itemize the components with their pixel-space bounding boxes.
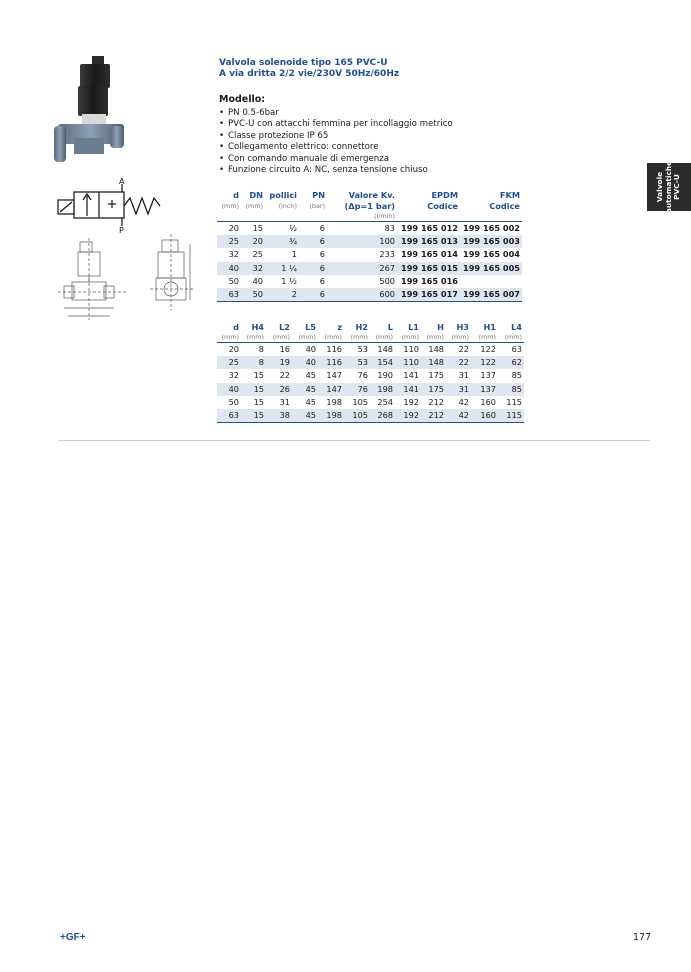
table-cell: 137: [471, 383, 498, 396]
table-cell: 25: [217, 356, 241, 369]
table-cell: 31: [458, 370, 469, 381]
col-unit: (mm): [324, 333, 342, 341]
feature-item: • Collegamento elettrico: connettore: [219, 142, 453, 153]
col-header: L2: [279, 322, 290, 332]
table-cell: 32: [241, 262, 265, 275]
table-cell: 50: [228, 396, 239, 407]
col-header: pollici: [269, 190, 297, 200]
table-cell: 160: [480, 396, 496, 407]
table-cell: 31: [279, 396, 290, 407]
col-unit: (inch): [278, 202, 297, 210]
table-row: [217, 396, 524, 409]
table-cell: 31: [446, 383, 471, 396]
table-cell: 6: [319, 249, 325, 260]
table-cell: 20: [217, 222, 241, 236]
table-cell: [460, 275, 522, 288]
table-cell: 40: [292, 356, 318, 369]
table-cell: 500: [379, 275, 395, 286]
table-cell: 8: [241, 356, 266, 369]
table-cell: 6: [319, 275, 325, 286]
table-cell: 105: [352, 396, 368, 407]
table-cell: 15: [253, 370, 264, 381]
side-tab-line1: Valvole: [655, 171, 665, 203]
table-cell: 63: [217, 409, 241, 423]
table-cell: 198: [370, 383, 395, 396]
col-header: L5: [305, 322, 316, 332]
schematic-label-a: A: [119, 177, 125, 186]
valve-schematic-symbol: [56, 176, 171, 234]
col-unit: (mm): [426, 333, 444, 341]
table-cell: 1: [291, 249, 297, 260]
table-row: [217, 383, 524, 396]
table-cell: 100: [327, 235, 397, 248]
col-header: d: [233, 322, 239, 332]
technical-drawing-front: [58, 238, 130, 326]
table-cell: 6: [299, 262, 327, 275]
col-header: d: [233, 190, 239, 200]
feature-item: • Con comando manuale di emergenza: [219, 154, 453, 165]
col-unit: (bar): [309, 202, 325, 210]
col-header: H4: [251, 322, 264, 332]
table-cell: 267: [327, 262, 397, 275]
feature-item: • Classe protezione IP 65: [219, 131, 453, 142]
col-header: H1: [483, 322, 496, 332]
codes-table: [217, 190, 522, 302]
product-photo: [52, 52, 130, 167]
table-cell: 199 165 003: [460, 235, 522, 248]
table-cell: 25: [252, 249, 263, 260]
table-cell: 148: [370, 343, 395, 357]
table-cell: 175: [428, 370, 444, 381]
table-cell: 212: [421, 409, 446, 423]
col-unit: (mm): [401, 333, 419, 341]
col-header: EPDM: [431, 190, 458, 200]
table-cell: 212: [428, 396, 444, 407]
table-cell: 76: [344, 383, 370, 396]
side-tab-line3: PVC-U: [672, 174, 682, 200]
table-cell: 116: [318, 343, 344, 357]
table-cell: 141: [395, 383, 421, 396]
table-cell: 1 ¼: [265, 262, 299, 275]
table-cell: 268: [370, 409, 395, 423]
table-cell: 115: [498, 409, 524, 423]
table-cell: 22: [446, 356, 471, 369]
table-cell: 148: [421, 343, 446, 357]
table-cell: 137: [480, 370, 496, 381]
table-cell: 199 165 012: [397, 222, 460, 236]
table-cell: 15: [241, 383, 266, 396]
table-cell: 147: [318, 383, 344, 396]
table-cell: 85: [498, 383, 524, 396]
col-unit: (mm): [451, 333, 469, 341]
table-cell: 38: [266, 409, 292, 423]
table-cell: 45: [292, 409, 318, 423]
table-cell: 85: [511, 370, 522, 381]
col-unit: (l/min): [374, 212, 395, 220]
col-unit: (mm): [375, 333, 393, 341]
table-cell: 25: [217, 235, 241, 248]
table-row: [217, 343, 524, 357]
col-unit: (mm): [246, 333, 264, 341]
col-header: L4: [511, 322, 522, 332]
table-cell: 50: [228, 275, 239, 286]
col-header: DN: [249, 190, 263, 200]
table-row: [217, 288, 522, 302]
table-cell: 105: [344, 409, 370, 423]
table-cell: 8: [241, 343, 266, 357]
table-cell: 199 165 016: [401, 275, 458, 286]
table-cell: 6: [299, 235, 327, 248]
col-header: z: [337, 322, 342, 332]
table-cell: 116: [318, 356, 344, 369]
table-cell: 53: [344, 356, 370, 369]
table-cell: 45: [305, 370, 316, 381]
table-cell: 42: [446, 409, 471, 423]
schematic-label-p: P: [119, 226, 124, 234]
table-cell: 15: [241, 409, 266, 423]
col-header: L1: [408, 322, 419, 332]
col-header: PN: [312, 190, 325, 200]
table-cell: 32: [228, 370, 239, 381]
side-tab-line2: automatiche: [663, 160, 673, 214]
table-cell: 16: [266, 343, 292, 357]
table-row: [217, 248, 522, 261]
table-row: [217, 222, 522, 236]
table-cell: 20: [217, 343, 241, 357]
table-cell: 2: [265, 288, 299, 302]
table-row: [217, 275, 522, 288]
col-header-sub: Codice: [489, 201, 520, 211]
table-cell: 32: [228, 249, 239, 260]
table-cell: 110: [395, 356, 421, 369]
table-cell: 45: [305, 396, 316, 407]
table-row: [217, 356, 524, 369]
table-cell: 45: [292, 383, 318, 396]
technical-drawing-side: [148, 234, 200, 316]
table-cell: 122: [471, 356, 498, 369]
table-cell: 40: [217, 383, 241, 396]
feature-list: [219, 108, 453, 176]
table-cell: 53: [344, 343, 370, 357]
col-unit: (mm): [245, 202, 263, 210]
table-cell: 1 ½: [281, 275, 297, 286]
table-cell: 192: [395, 409, 421, 423]
table-cell: 62: [498, 356, 524, 369]
col-unit: (mm): [298, 333, 316, 341]
table-cell: 199 165 007: [460, 288, 522, 302]
table-row: [217, 235, 522, 248]
table-cell: 199 165 017: [397, 288, 460, 302]
table-cell: 175: [421, 383, 446, 396]
table-cell: 148: [421, 356, 446, 369]
table-cell: 22: [279, 370, 290, 381]
table-cell: 50: [241, 288, 265, 302]
model-heading: Modello:: [219, 94, 266, 105]
table-cell: 42: [458, 396, 469, 407]
table-cell: ½: [265, 222, 299, 236]
table-cell: 40: [217, 262, 241, 275]
table-cell: 115: [506, 396, 522, 407]
section-side-tab: [647, 160, 691, 214]
gf-logo: +GF+: [60, 932, 86, 943]
table-cell: 254: [377, 396, 393, 407]
table-cell: 40: [292, 343, 318, 357]
table-cell: 110: [395, 343, 421, 357]
product-title: Valvola solenoide tipo 165 PVC-U: [219, 58, 388, 68]
table-cell: 199 165 002: [460, 222, 522, 236]
col-unit: (mm): [272, 333, 290, 341]
table-cell: 233: [379, 249, 395, 260]
table-cell: 199 165 013: [397, 235, 460, 248]
table-cell: 199 165 005: [460, 262, 522, 275]
table-cell: 22: [446, 343, 471, 357]
col-header: H: [437, 322, 444, 332]
feature-item: • PN 0.5-6bar: [219, 108, 453, 119]
table-cell: 199 165 014: [401, 249, 458, 260]
table-cell: 198: [318, 409, 344, 423]
table-cell: 15: [241, 222, 265, 236]
table-cell: 147: [326, 370, 342, 381]
col-header-sub: Codice: [427, 201, 458, 211]
col-header-sub: (Δp=1 bar): [344, 201, 395, 211]
table-cell: 154: [370, 356, 395, 369]
table-cell: 40: [252, 275, 263, 286]
table-row: [217, 262, 522, 275]
table-cell: 19: [266, 356, 292, 369]
table-cell: 26: [266, 383, 292, 396]
page-number: 177: [633, 932, 652, 943]
table-cell: 122: [471, 343, 498, 357]
table-cell: 160: [471, 409, 498, 423]
table-cell: 190: [377, 370, 393, 381]
col-unit: (mm): [478, 333, 496, 341]
table-cell: 6: [299, 288, 327, 302]
table-cell: 192: [403, 396, 419, 407]
table-cell: 63: [498, 343, 524, 357]
table-cell: ¾: [265, 235, 299, 248]
table-cell: 199 165 015: [397, 262, 460, 275]
feature-item: • Funzione circuito A: NC, senza tensione chiuso: [219, 165, 453, 176]
col-header: FKM: [499, 190, 520, 200]
table-row: [217, 409, 524, 423]
table-cell: 198: [326, 396, 342, 407]
table-cell: 20: [241, 235, 265, 248]
table-cell: 63: [217, 288, 241, 302]
table-cell: 6: [299, 222, 327, 236]
table-cell: 15: [253, 396, 264, 407]
section-divider: [58, 440, 650, 441]
product-subtitle: A via dritta 2/2 vie/230V 50Hz/60Hz: [219, 69, 400, 79]
col-header: Valore Kv.: [348, 190, 395, 200]
col-unit: (mm): [350, 333, 368, 341]
table-row: [217, 369, 524, 382]
table-cell: 141: [403, 370, 419, 381]
col-unit: (mm): [221, 333, 239, 341]
col-header: H2: [355, 322, 368, 332]
col-unit: (mm): [221, 202, 239, 210]
feature-item: • PVC-U con attacchi femmina per incollaggio metrico: [219, 119, 453, 130]
table-cell: 76: [357, 370, 368, 381]
col-unit: (mm): [504, 333, 522, 341]
table-cell: 600: [327, 288, 397, 302]
col-header: L: [387, 322, 393, 332]
dimensions-table: [217, 322, 524, 423]
table-cell: 199 165 004: [463, 249, 520, 260]
table-cell: 83: [327, 222, 397, 236]
col-header: H3: [456, 322, 469, 332]
